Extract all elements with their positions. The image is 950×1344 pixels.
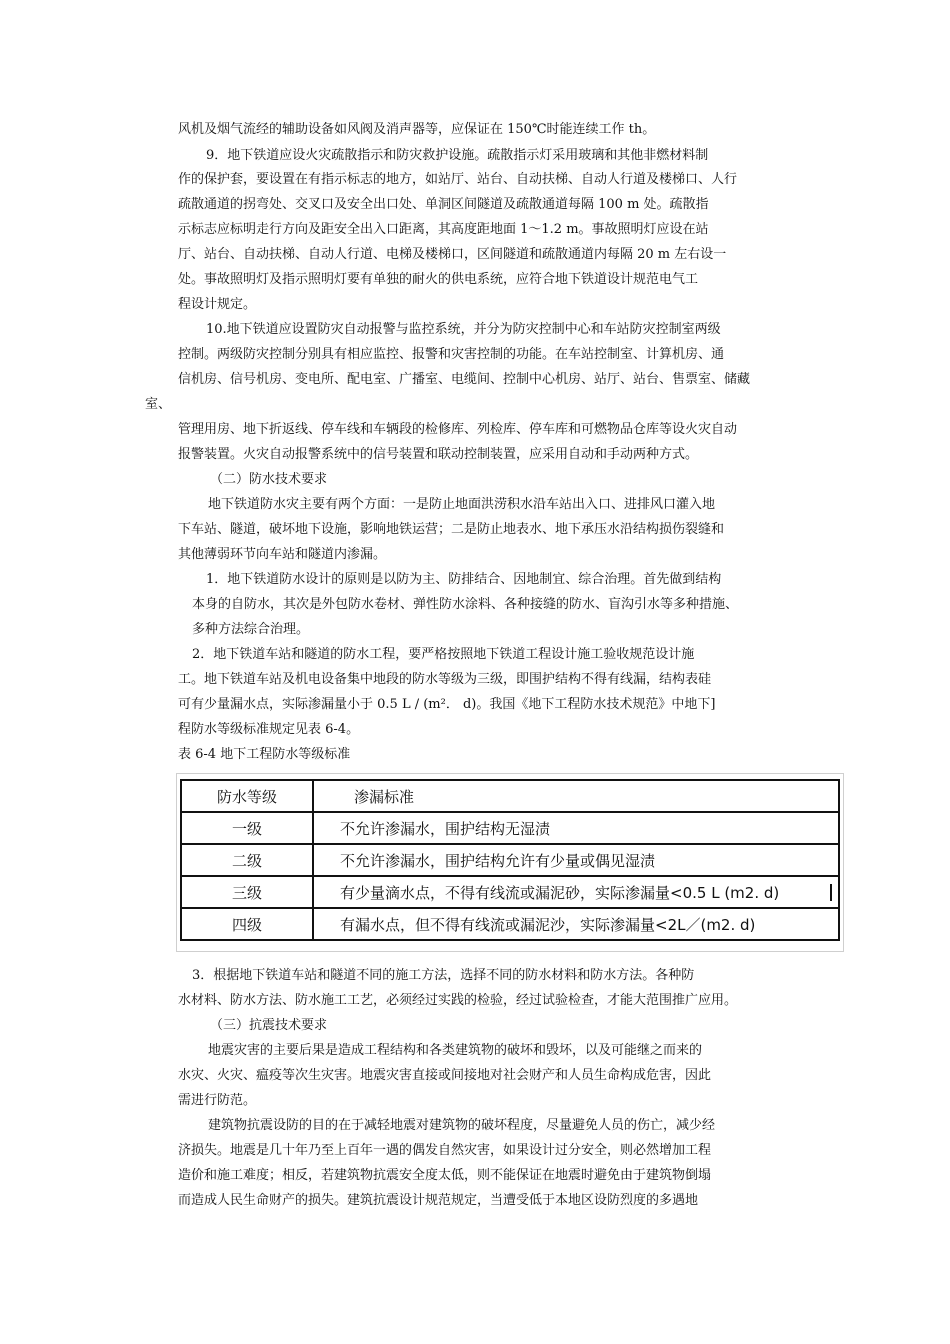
paragraph-line: 济损失。地震是几十年乃至上百年一遇的偶发自然灾害，如果设计过分安全，则必然增加工程 (178, 1143, 712, 1158)
table-header-cell: 渗漏标准 (313, 780, 839, 812)
paragraph-line: 而造成人民生命财产的损失。建筑抗震设计规范规定，当遭受低于本地区设防烈度的多遇地 (178, 1193, 699, 1208)
paragraph-line: 管理用房、地下折返线、停车线和车辆段的检修库、列检库、停车库和可燃物品仓库等设火灾自动 (178, 422, 738, 437)
paragraph-line: 控制。两级防灾控制分别具有相应监控、报警和灾害控制的功能。在车站控制室、计算机房、通 (178, 347, 725, 362)
paragraph-line: 报警装置。火灾自动报警系统中的信号装置和联动控制装置，应采用自动和手动两种方式。 (178, 447, 699, 462)
paragraph-line: 程防水等级标准规定见表 6-4。 (178, 722, 360, 737)
section-heading: （三）抗震技术要求 (210, 1018, 328, 1033)
paragraph-line: 水灾、火灾、瘟疫等次生灾害。地震灾害直接或间接地对社会财产和人员生命构成危害，因此 (178, 1068, 712, 1083)
paragraph-line: 需进行防范。 (178, 1093, 257, 1108)
paragraph-line: 水材料、防水方法、防水施工工艺，必须经过实践的检验，经过试验检查，才能大范围推广应用。 (178, 993, 738, 1008)
table-cell-standard: 不允许渗漏水，围护结构允许有少量或偶见湿渍 (313, 844, 839, 876)
paragraph-line: 可有少量漏水点，实际渗漏量小于 0.5 L / (m²． d)。我国《地下工程防水技术规范》中地下] (178, 697, 716, 712)
paragraph-line: 2．地下铁道车站和隧道的防水工程，要严格按照地下铁道工程设计施工验收规范设计施 (192, 647, 695, 662)
paragraph-line: 示标志应标明走行方向及距安全出入口距离，其高度距地面 1～1.2 m。事故照明灯应设在站 (178, 222, 709, 237)
table-cell-standard-with-cursor (313, 876, 839, 908)
paragraph-line: 疏散通道的拐弯处、交叉口及安全出口处、单洞区间隧道及疏散通道每隔 100 m 处。疏散指 (178, 197, 709, 212)
paragraph-line: 风机及烟气流经的辅助设备如风阀及消声器等，应保证在 150℃时能连续工作 th。 (178, 122, 656, 137)
paragraph-line: 造价和施工难度；相反，若建筑物抗震安全度太低，则不能保证在地震时避免由于建筑物倒塌 (178, 1168, 712, 1183)
paragraph-line: 地震灾害的主要后果是造成工程结构和各类建筑物的破坏和毁坏，以及可能继之而来的 (208, 1043, 703, 1058)
paragraph-line: 建筑物抗震设防的目的在于减轻地震对建筑物的破坏程度，尽量避免人员的伤亡，减少经 (208, 1118, 716, 1133)
table-row (181, 812, 839, 844)
table-caption: 表 6-4 地下工程防水等级标准 (178, 747, 351, 762)
paragraph-line: 多种方法综合治理。 (192, 622, 310, 637)
paragraph-line: 地下铁道防水灾主要有两个方面：一是防止地面洪涝积水沿车站出入口、进排风口灌入地 (208, 497, 716, 512)
paragraph-line: 10.地下铁道应设置防灾自动报警与监控系统，并分为防灾控制中心和车站防灾控制室两级 (206, 322, 721, 337)
paragraph-line: 9．地下铁道应设火灾疏散指示和防灾救护设施。疏散指示灯采用玻璃和其他非燃材料制 (206, 148, 709, 163)
table-cell-grade: 三级 (181, 876, 313, 908)
table-header-cell: 防水等级 (181, 780, 313, 812)
paragraph-line: 3．根据地下铁道车站和隧道不同的施工方法，选择不同的防水材料和防水方法。各种防 (192, 968, 695, 983)
paragraph-line: 信机房、信号机房、变电所、配电室、广播室、电缆间、控制中心机房、站厅、站台、售票室、储藏 (178, 372, 751, 387)
table-row (181, 844, 839, 876)
paragraph-line: 1．地下铁道防水设计的原则是以防为主、防排结合、因地制宜、综合治理。首先做到结构 (206, 572, 722, 587)
paragraph-line: 程设计规定。 (178, 297, 257, 312)
table-row (181, 876, 839, 908)
table-cell-grade: 二级 (181, 844, 313, 876)
table-header-row (181, 780, 839, 812)
table-cell-grade: 一级 (181, 812, 313, 844)
paragraph-line: 作的保护套，要设置在有指示标志的地方，如站厅、站台、自动扶梯、自动人行道及楼梯口、人行 (178, 172, 738, 187)
paragraph-line: 处。事故照明灯及指示照明灯要有单独的耐火的供电系统，应符合地下铁道设计规范电气工 (178, 272, 699, 287)
paragraph-line: 室、 (145, 397, 172, 412)
table-cell-standard: 有漏水点，但不得有线流或漏泥沙，实际渗漏量<2L／(m2. d) (313, 908, 839, 940)
paragraph-line: 其他薄弱环节向车站和隧道内渗漏。 (178, 547, 387, 562)
text-cursor-mark (830, 884, 832, 901)
paragraph-line: 下车站、隧道，破坏地下设施，影响地铁运营；二是防止地表水、地下承压水沿结构损伤裂缝和 (178, 522, 725, 537)
section-heading: （二）防水技术要求 (210, 472, 328, 487)
table-cell-standard: 有少量滴水点，不得有线流或漏泥砂，实际渗漏量<0.5 L (m2. d) (340, 883, 780, 902)
paragraph-line: 厅、站台、自动扶梯、自动人行道、电梯及楼梯口，区间隧道和疏散通道内每隔 20 m 左右设一 (178, 247, 727, 262)
paragraph-line: 工。地下铁道车站及机电设备集中地段的防水等级为三级，即围护结构不得有线漏，结构表硅 (178, 672, 712, 687)
table-cell-standard: 不允许渗漏水，围护结构无湿渍 (313, 812, 839, 844)
table-cell-grade: 四级 (181, 908, 313, 940)
paragraph-line: 本身的自防水，其次是外包防水卷材、弹性防水涂料、各种接缝的防水、盲沟引水等多种措施、 (192, 597, 739, 612)
table-row (181, 908, 839, 940)
waterproof-grade-table (180, 779, 840, 941)
